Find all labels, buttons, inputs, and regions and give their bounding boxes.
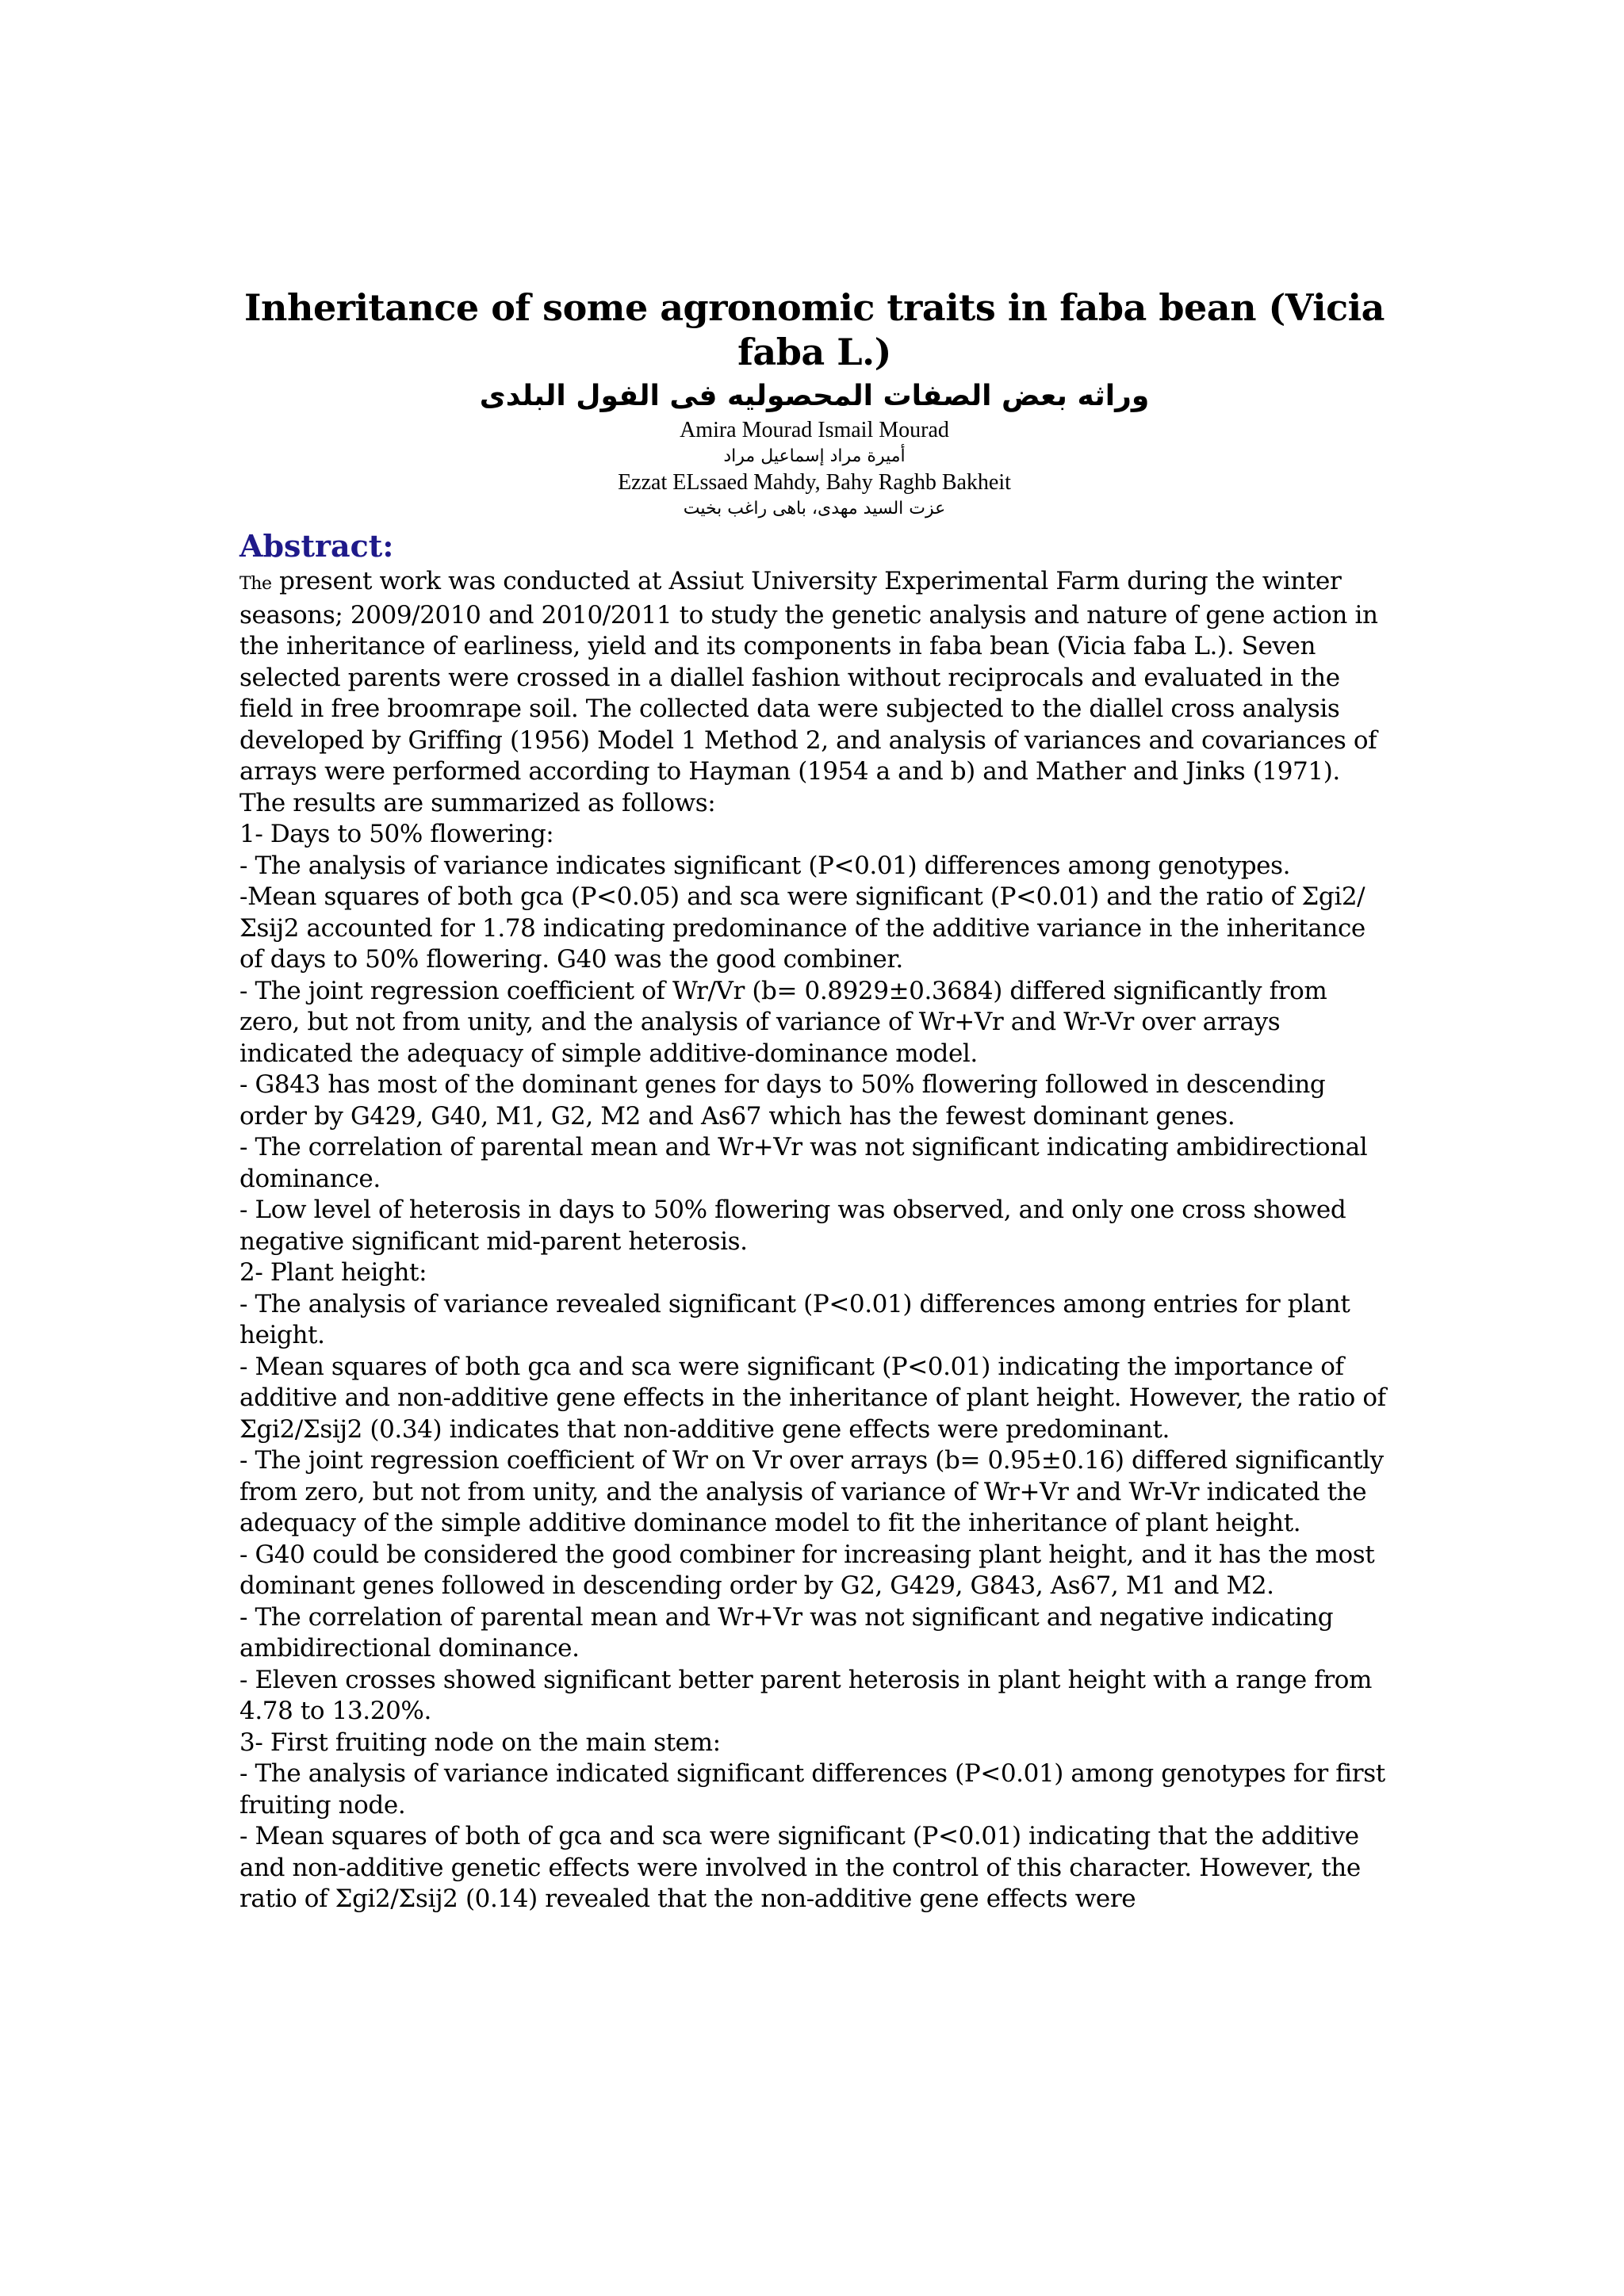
authors-line-1-arabic: أميرة مراد إسماعيل مراد — [723, 446, 906, 466]
abstract-body — [239, 566, 1389, 1915]
abstract-intro-text: present work was conducted at Assiut University Experimental Farm during the winter seasons; 2009/2010 and 2010/2011 to study the genetic analysis and nature of gene action in the inheritance of earliness, yield and its components in faba bean (Vicia faba L.). Seven selected parents were crossed in a diallel fashion without reciprocals and evaluated in the field in free broomrape soil. The collected data were subjected to the diallel cross analysis developed by Griffing (1956) Model 1 Method 2, and analysis of variances and covariances of arrays were performed according to Hayman (1954 a and b) and Mather and Jinks (1971). The results are summarized as follows: — [239, 567, 1378, 817]
authors-line-1: Amira Mourad Ismail Mourad — [680, 418, 949, 442]
authors-line-2: Ezzat ELssaed Mahdy, Bahy Raghb Bakheit — [618, 470, 1011, 495]
abstract-line: - The joint regression coefficient of Wr on Vr over arrays (b= 0.95±0.16) differed significantly from zero, but not from unity, and the analysis of variance of Wr+Vr and Wr-Vr indicated the adequacy of the simple additive dominance model to fit the inheritance of plant height. — [239, 1446, 1384, 1537]
abstract-lead: The — [239, 574, 272, 594]
abstract-line: -Mean squares of both gca (P<0.05) and sca were significant (P<0.01) and the ratio of Σgi2/Σsij2 accounted for 1.78 indicating predominance of the additive variance in the inheritance of days to 50% flowering. G40 was the good combiner. — [239, 882, 1365, 974]
abstract-heading: Abstract: — [239, 528, 394, 564]
abstract-line: 3- First fruiting node on the main stem: — [239, 1728, 721, 1757]
paper-page — [239, 285, 1389, 1915]
abstract-line: - The joint regression coefficient of Wr/Vr (b= 0.8929±0.3684) differed significantly from zero, but not from unity, and the analysis of variance of Wr+Vr and Wr-Vr over arrays indicated the adequacy of simple additive-dominance model. — [239, 976, 1327, 1068]
abstract-line: - Low level of heterosis in days to 50% flowering was observed, and only one cross showed negative significant mid-parent heterosis. — [239, 1196, 1346, 1256]
authors-line-2-arabic: عزت السيد مهدى، باهى راغب بخيت — [683, 499, 946, 519]
abstract-line: - G40 could be considered the good combiner for increasing plant height, and it has the most dominant genes followed in descending order by G2, G429, G843, As67, M1 and M2. — [239, 1540, 1375, 1600]
paper-title: Inheritance of some agronomic traits in faba bean (Vicia faba L.) — [244, 286, 1385, 373]
paper-title-arabic: وراثه بعض الصفات المحصوليه فى الفول البلدى — [479, 380, 1150, 412]
abstract-intro — [239, 566, 1389, 819]
abstract-line: - Mean squares of both of gca and sca were significant (P<0.01) indicating that the additive and non-additive genetic effects were involved in the control of this character. However, the ratio of Σgi2/Σsij2 (0.14) revealed that the non-additive gene effects were — [239, 1822, 1361, 1913]
abstract-line: - The analysis of variance indicates significant (P<0.01) differences among genotypes. — [239, 851, 1291, 880]
abstract-line: - Eleven crosses showed significant better parent heterosis in plant height with a range from 4.78 to 13.20%. — [239, 1665, 1373, 1725]
abstract-line: - The analysis of variance revealed significant (P<0.01) differences among entries for plant height. — [239, 1289, 1350, 1349]
abstract-line: - The correlation of parental mean and Wr+Vr was not significant indicating ambidirectional dominance. — [239, 1133, 1368, 1193]
abstract-line: - Mean squares of both gca and sca were significant (P<0.01) indicating the importance of additive and non-additive gene effects in the inheritance of plant height. However, the ratio of Σgi2/Σsij2 (0.34) indicates that non-additive gene effects were predominant. — [239, 1352, 1386, 1444]
abstract-line: 1- Days to 50% flowering: — [239, 820, 554, 848]
abstract-line: 2- Plant height: — [239, 1258, 427, 1287]
abstract-line: - The analysis of variance indicated significant differences (P<0.01) among genotypes for first fruiting node. — [239, 1759, 1385, 1820]
abstract-line: - G843 has most of the dominant genes for days to 50% flowering followed in descending order by G429, G40, M1, G2, M2 and As67 which has the fewest dominant genes. — [239, 1070, 1326, 1131]
abstract-line: - The correlation of parental mean and Wr+Vr was not significant and negative indicating ambidirectional dominance. — [239, 1602, 1334, 1663]
